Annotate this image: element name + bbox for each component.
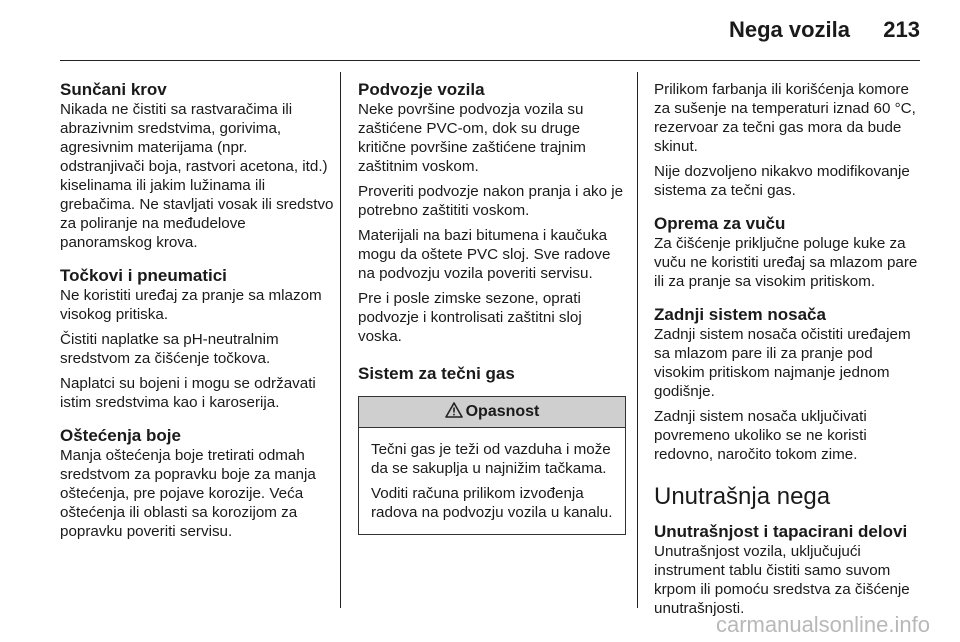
column-right [654, 80, 926, 624]
section-tockovi [60, 266, 334, 412]
section-heading: Oštećenja boje [60, 426, 181, 445]
page-title: Nega vozila [728, 17, 850, 42]
chapter-heading: Unutrašnja nega [654, 483, 831, 510]
paragraph: Prilikom farbanja ili korišćenja komore za sušenje na temperaturi iznad 60 °C, rezervoar za tečni gas mora da bude skinut. [654, 81, 916, 155]
section-heading: Oprema za vuču [654, 214, 786, 233]
paragraph: Tečni gas je teži od vazduha i može da se sakuplja u najnižim tačkama. [371, 441, 611, 477]
paragraph: Nikada ne čistiti sa rastvaračima ili abrazivnim sredstvima, gorivima, agresivnim materijama (npr. odstranjivači boja, rastvori acetona, itd.) kiselinama ili jakim lužinama ili grebačima. Ne stavljati vosak ili sredstvo za poliranje na međudelove panoramskog krova. [60, 101, 334, 251]
paragraph: Za čišćenje priključne poluge kuke za vuču ne koristiti uređaj sa mlazom pare ili za pranje sa visokim pritiskom. [654, 235, 918, 290]
danger-title: Opasnost [465, 403, 540, 420]
paragraph: Pre i posle zimske sezone, oprati podvozje i kontrolisati zaštitni sloj voska. [358, 290, 582, 345]
paragraph: Neke površine podvozja vozila su zaštićene PVC-om, dok su druge kritične površine zaštićene trajnim zaštitnim voskom. [358, 101, 586, 175]
paragraph: Proveriti podvozje nakon pranja i ako je potrebno zaštititi voskom. [358, 183, 624, 219]
paragraph: Naplatci su bojeni i mogu se održavati istim sredstvima kao i karoserija. [60, 375, 316, 411]
section-unutrasnjost [654, 522, 926, 618]
paragraph: Unutrašnjost vozila, uključujući instrument tablu čistiti samo suvom krpom ili pomoću sredstva za čišćenje unutrašnjosti. [654, 543, 910, 617]
page-number: 213 [883, 17, 920, 42]
paragraph: Ne koristiti uređaj za pranje sa mlazom visokog pritiska. [60, 287, 322, 323]
paragraph: Materijali na bazi bitumena i kaučuka mogu da oštete PVC sloj. Sve radove na podvozju vozila poveriti servisu. [358, 227, 611, 282]
paragraph: Voditi računa prilikom izvođenja radova na podvozju vozila u kanalu. [371, 485, 613, 521]
section-heading: Sistem za tečni gas [358, 364, 515, 383]
paragraph: Nije dozvoljeno nikakvo modifikovanje sistema za tečni gas. [654, 163, 910, 199]
column-divider [637, 72, 638, 608]
section-heading: Unutrašnjost i tapacirani delovi [654, 522, 908, 541]
header-divider [60, 60, 920, 61]
warning-triangle-icon [445, 402, 463, 418]
section-heading: Sunčani krov [60, 80, 167, 99]
section-podvozje [358, 80, 626, 346]
section-heading: Zadnji sistem nosača [654, 305, 826, 324]
section-suncani-krov [60, 80, 334, 252]
paragraph: Zadnji sistem nosača uključivati povremeno ukoliko se ne koristi redovno, naročito tokom zime. [654, 408, 867, 463]
danger-body [359, 428, 625, 534]
danger-box [358, 396, 626, 535]
section-ostecenja-boje [60, 426, 334, 541]
section-heading: Podvozje vozila [358, 80, 485, 99]
column-middle [358, 80, 626, 535]
section-heading: Točkovi i pneumatici [60, 266, 227, 285]
paragraph: Manja oštećenja boje tretirati odmah sredstvom za popravku boje za manja oštećenja, pre pojave korozije. Veća oštećenja ili oblasti sa korozijom za popravku poveriti servisu. [60, 447, 316, 540]
column-divider [340, 72, 341, 608]
paragraph: Zadnji sistem nosača očistiti uređajem sa mlazom pare ili za pranje pod visokim pritiskom najmanje jednom godišnje. [654, 326, 911, 400]
watermark: carmanualsonline.info [715, 612, 930, 637]
section-tecni-gas [358, 364, 626, 535]
column-left [60, 80, 334, 555]
section-oprema-za-vucu [654, 214, 926, 291]
danger-header [359, 397, 625, 428]
paragraph: Čistiti naplatke sa pH-neutralnim sredstvom za čišćenje točkova. [60, 331, 279, 367]
section-zadnji-sistem [654, 305, 926, 464]
